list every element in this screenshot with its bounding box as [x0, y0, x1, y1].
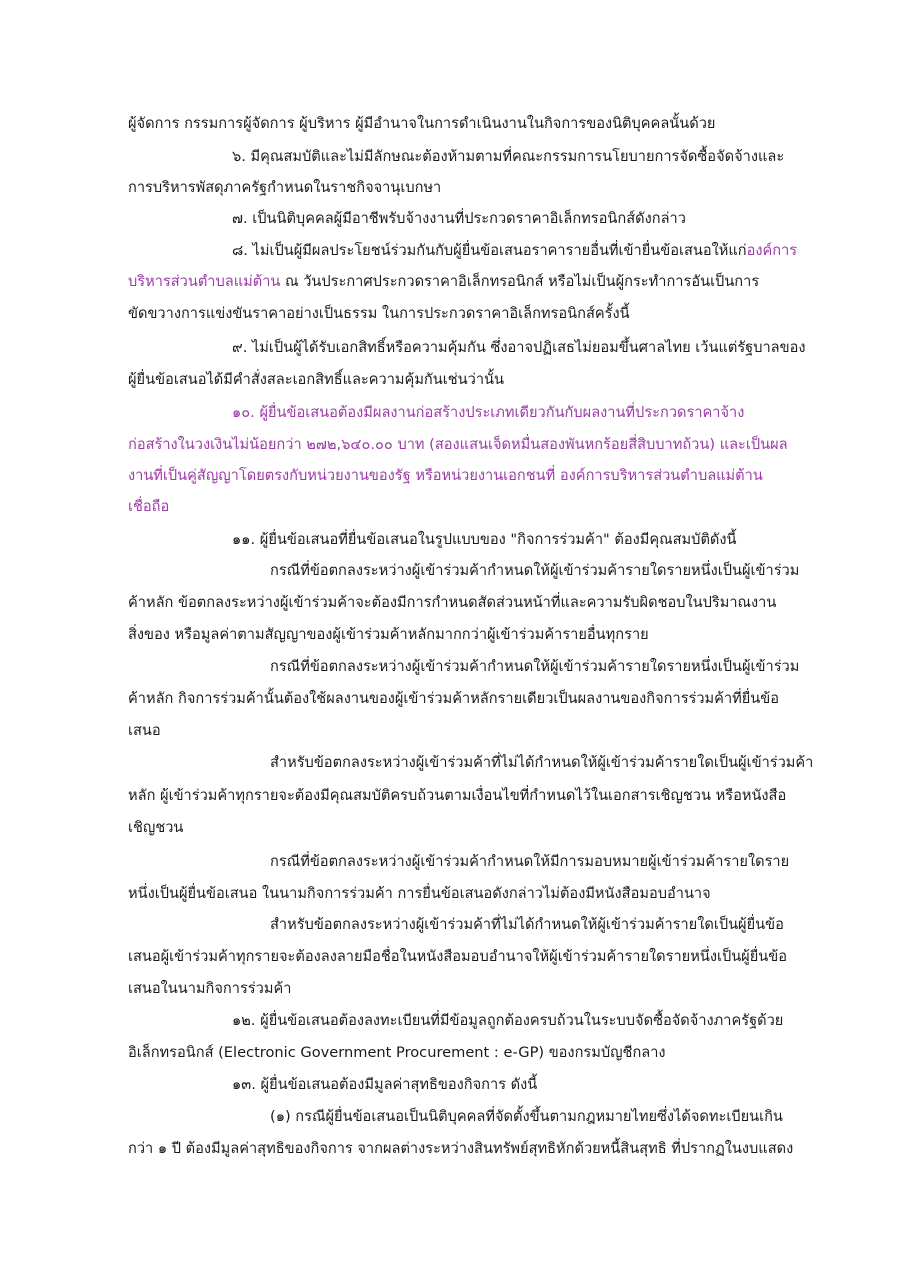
- clause-12: ๑๒. ผู้ยื่นข้อเสนอต้องลงทะเบียนที่มีข้อมูลถูกต้องครบถ้วนในระบบจัดซื้อจัดจ้างภาครัฐด้วย: [232, 1012, 784, 1029]
- paragraph-line: สำหรับข้อตกลงระหว่างผู้เข้าร่วมค้าที่ไม่ได้กำหนดให้ผู้เข้าร่วมค้ารายใดเป็นผู้เข้าร่วมค้า: [270, 754, 814, 771]
- clause-6: ๖. มีคุณสมบัติและไม่มีลักษณะต้องห้ามตามที่คณะกรรมการนโยบายการจัดซื้อจัดจ้างและ: [232, 148, 785, 165]
- sub-clause-1: (๑) กรณีผู้ยื่นข้อเสนอเป็นนิติบุคคลที่จัดตั้งขึ้นตามกฎหมายไทยซึ่งได้จดทะเบียนเกิน: [270, 1108, 783, 1125]
- paragraph-line: ค้าหลัก ข้อตกลงระหว่างผู้เข้าร่วมค้าจะต้องมีการกำหนดสัดส่วนหน้าที่และความรับผิดชอบในปริมาณงาน: [128, 594, 777, 611]
- paragraph-line: ผู้จัดการ กรรมการผู้จัดการ ผู้บริหาร ผู้มีอำนาจในการดำเนินงานในกิจการของนิติบุคคลนั้นด้วย: [128, 115, 716, 132]
- clause-13: ๑๓. ผู้ยื่นข้อเสนอต้องมีมูลค่าสุทธิของกิจการ ดังนี้: [232, 1076, 538, 1093]
- paragraph-line: หนึ่งเป็นผู้ยื่นข้อเสนอ ในนามกิจการร่วมค้า การยื่นข้อเสนอดังกล่าวไม่ต้องมีหนังสือมอบอำนาจ: [128, 885, 711, 902]
- paragraph-line-highlighted: เชื่อถือ: [128, 498, 170, 515]
- paragraph-line: กว่า ๑ ปี ต้องมีมูลค่าสุทธิของกิจการ จากผลต่างระหว่างสินทรัพย์สุทธิหักด้วยหนี้สินสุทธิ ที่ปรากฏในงบแสดง: [128, 1140, 794, 1157]
- clause-10-highlighted: ๑๐. ผู้ยื่นข้อเสนอต้องมีผลงานก่อสร้างประเภทเดียวกันกับผลงานที่ประกวดราคาจ้าง: [232, 404, 745, 421]
- paragraph-line: ขัดขวางการแข่งขันราคาอย่างเป็นธรรม ในการประกวดราคาอิเล็กทรอนิกส์ครั้งนี้: [128, 305, 630, 322]
- paragraph-line: กรณีที่ข้อตกลงระหว่างผู้เข้าร่วมค้ากำหนดให้ผู้เข้าร่วมค้ารายใดรายหนึ่งเป็นผู้เข้าร่วม: [270, 562, 800, 579]
- clause-8: [232, 240, 797, 262]
- paragraph-line: สิ่งของ หรือมูลค่าตามสัญญาของผู้เข้าร่วมค้าหลักมากกว่าผู้เข้าร่วมค้ารายอื่นทุกราย: [128, 626, 649, 643]
- paragraph-text: ณ วันประกาศประกวดราคาอิเล็กทรอนิกส์ หรือไม่เป็นผู้กระทำการอันเป็นการ: [280, 273, 760, 290]
- paragraph-line: [128, 271, 759, 293]
- paragraph-line: สำหรับข้อตกลงระหว่างผู้เข้าร่วมค้าที่ไม่ได้กำหนดให้ผู้เข้าร่วมค้ารายใดเป็นผู้ยื่นข้อ: [270, 916, 784, 933]
- paragraph-line: กรณีที่ข้อตกลงระหว่างผู้เข้าร่วมค้ากำหนดให้มีการมอบหมายผู้เข้าร่วมค้ารายใดราย: [270, 853, 790, 870]
- paragraph-line-highlighted: งานที่เป็นคู่สัญญาโดยตรงกับหน่วยงานของรัฐ หรือหน่วยงานเอกชนที่ องค์การบริหารส่วนตำบลแม่ต้าน: [128, 467, 763, 484]
- paragraph-line-highlighted: ก่อสร้างในวงเงินไม่น้อยกว่า ๒๗๒,๖๔๐.๐๐ บาท (สองแสนเจ็ดหมื่นสองพันหกร้อยสี่สิบบาทถ้วน) และเป็นผล: [128, 436, 788, 453]
- paragraph-line: ค้าหลัก กิจการร่วมค้านั้นต้องใช้ผลงานของผู้เข้าร่วมค้าหลักรายเดียวเป็นผลงานของกิจการร่วมค้าที่ยื่นข้อ: [128, 690, 780, 707]
- clause-7: ๗. เป็นนิติบุคคลผู้มีอาชีพรับจ้างงานที่ประกวดราคาอิเล็กทรอนิกส์ดังกล่าว: [232, 210, 686, 227]
- highlighted-org-name: บริหารส่วนตำบลแม่ต้าน: [128, 273, 281, 290]
- clause-11: ๑๑. ผู้ยื่นข้อเสนอที่ยื่นข้อเสนอในรูปแบบของ "กิจการร่วมค้า" ต้องมีคุณสมบัติดังนี้: [232, 531, 737, 548]
- clause-8-text: ๘. ไม่เป็นผู้มีผลประโยชน์ร่วมกันกับผู้ยื่นข้อเสนอราคารายอื่นที่เข้ายื่นข้อเสนอให้แก่: [232, 242, 747, 259]
- paragraph-line: เสนอในนามกิจการร่วมค้า: [128, 980, 292, 997]
- paragraph-line: การบริหารพัสดุภาครัฐกำหนดในราชกิจจานุเบกษา: [128, 179, 442, 196]
- paragraph-line: เสนอผู้เข้าร่วมค้าทุกรายจะต้องลงลายมือชื่อในหนังสือมอบอำนาจให้ผู้เข้าร่วมค้ารายใดรายหนึ่งเป็นผู้ยื่นข้อ: [128, 948, 787, 965]
- paragraph-line: หลัก ผู้เข้าร่วมค้าทุกรายจะต้องมีคุณสมบัติครบถ้วนตามเงื่อนไขที่กำหนดไว้ในเอกสารเชิญชวน หรือหนังสือ: [128, 787, 787, 804]
- paragraph-line: อิเล็กทรอนิกส์ (Electronic Government Procurement : e-GP) ของกรมบัญชีกลาง: [128, 1044, 666, 1061]
- paragraph-line: กรณีที่ข้อตกลงระหว่างผู้เข้าร่วมค้ากำหนดให้ผู้เข้าร่วมค้ารายใดรายหนึ่งเป็นผู้เข้าร่วม: [270, 658, 800, 675]
- paragraph-line: เชิญชวน: [128, 819, 184, 836]
- paragraph-line: ผู้ยื่นข้อเสนอได้มีคำสั่งสละเอกสิทธิ์และความคุ้มกันเช่นว่านั้น: [128, 371, 504, 388]
- highlighted-org-name: องค์การ: [746, 242, 798, 259]
- paragraph-line: เสนอ: [128, 722, 161, 739]
- clause-9: ๙. ไม่เป็นผู้ได้รับเอกสิทธิ์หรือความคุ้มกัน ซึ่งอาจปฏิเสธไม่ยอมขึ้นศาลไทย เว้นแต่รัฐบาลของ: [232, 339, 806, 356]
